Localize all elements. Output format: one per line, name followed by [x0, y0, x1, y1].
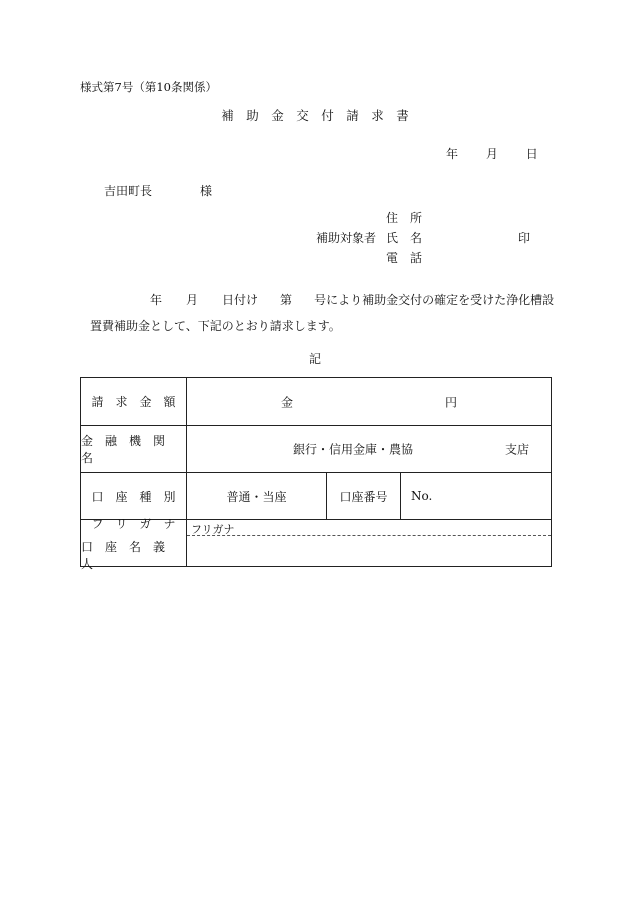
bank-label: 金 融 機 関 名 — [81, 426, 187, 472]
body-text-line2: 置費補助金として、下記のとおり請求します。 — [90, 319, 341, 333]
account-holder-label: 口 座 名 義 人 — [81, 539, 178, 571]
date-day-label: 日 — [525, 147, 538, 161]
holder-label — [81, 516, 187, 571]
amount-label: 請 求 金 額 — [81, 378, 187, 425]
bank-field[interactable] — [187, 426, 551, 472]
body-no: 第 — [280, 293, 293, 307]
form-number: 様式第7号（第10条関係） — [80, 80, 217, 94]
addressee-honorific: 様 — [200, 184, 213, 198]
date-line — [446, 148, 538, 160]
claim-table — [80, 377, 552, 571]
amount-prefix: 金 — [281, 395, 294, 409]
seal-mark: 印 — [518, 231, 531, 245]
addressee-name: 吉田町長 — [104, 184, 153, 198]
furigana-header: フリガナ — [191, 523, 235, 536]
applicant-address-label: 住 所 — [386, 211, 423, 225]
bank-branch: 支店 — [505, 442, 530, 457]
bank-row — [81, 426, 551, 473]
amount-field[interactable] — [187, 378, 551, 425]
applicant-phone-label: 電 話 — [386, 251, 423, 265]
account-type-field — [187, 473, 551, 519]
holder-row — [81, 516, 551, 571]
furigana-divider — [187, 535, 551, 536]
body-month: 月 — [186, 293, 199, 307]
holder-field[interactable] — [187, 520, 551, 566]
account-type-row — [81, 473, 551, 520]
body-year: 年 — [150, 293, 163, 307]
account-number-field[interactable]: No. — [411, 489, 433, 503]
date-month-label: 月 — [485, 147, 498, 161]
bank-types: 銀行・信用金庫・農協 — [293, 442, 414, 457]
body-rest: 号により補助金交付の確定を受けた浄化槽設 — [314, 293, 555, 307]
amount-row — [81, 378, 551, 426]
furigana-label: フ リ ガ ナ — [91, 516, 176, 531]
body-text-line1 — [150, 294, 554, 306]
amount-suffix: 円 — [445, 395, 458, 409]
document-title: 補 助 金 交 付 請 求 書 — [221, 108, 409, 123]
date-year-label: 年 — [446, 147, 459, 161]
account-type-value[interactable]: 普通・当座 — [187, 473, 327, 519]
applicant-name-label: 氏 名 — [386, 231, 423, 245]
account-number-label: 口座番号 — [327, 473, 401, 519]
addressee — [104, 185, 212, 197]
applicant-label: 補助対象者 — [316, 231, 377, 245]
ki-heading: 記 — [308, 352, 321, 366]
body-day: 日付け — [222, 293, 259, 307]
account-type-label: 口 座 種 別 — [81, 473, 187, 519]
